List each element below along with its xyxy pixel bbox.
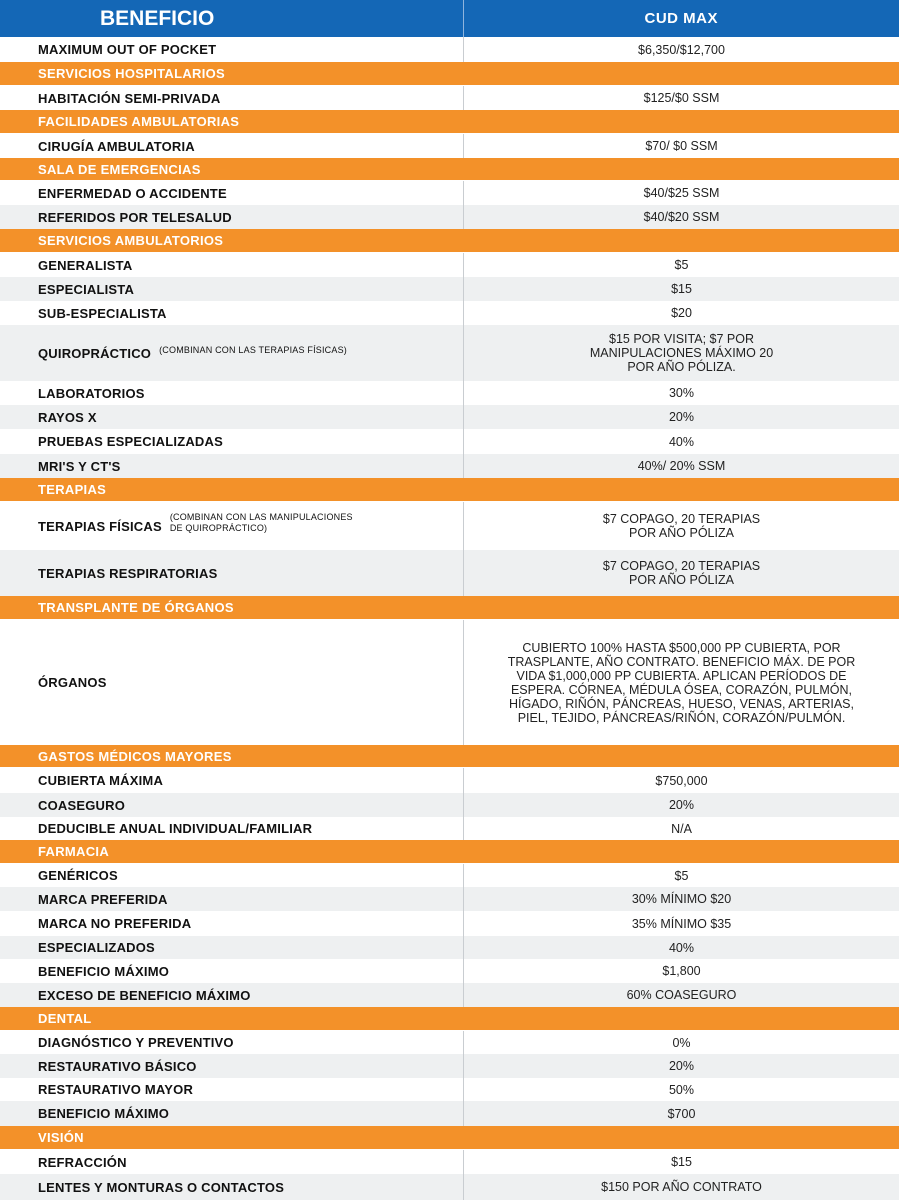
benefit-label <box>0 301 463 325</box>
benefit-label-text: COASEGURO <box>38 797 126 813</box>
benefit-label-text: TERAPIAS RESPIRATORIAS <box>38 565 218 581</box>
benefit-label-text: BENEFICIO MÁXIMO <box>38 963 170 979</box>
section-header: SERVICIOS HOSPITALARIOS <box>0 62 899 86</box>
table-row <box>0 620 899 745</box>
benefit-value: 40%/ 20% SSM <box>463 454 899 478</box>
benefit-note: (COMBINAN CON LAS MANIPULACIONES DE QUIROPRÁCTICO) <box>169 512 353 533</box>
benefit-label-text: DEDUCIBLE ANUAL INDIVIDUAL/FAMILIAR <box>38 821 313 836</box>
benefit-value: $750,000 <box>463 768 899 793</box>
benefit-value: 0% <box>463 1031 899 1054</box>
benefit-value: $20 <box>463 301 899 325</box>
benefit-label <box>0 1031 463 1054</box>
benefit-label <box>0 620 463 745</box>
benefit-label-text: MARCA PREFERIDA <box>38 891 168 907</box>
benefit-value: 30% <box>463 381 899 405</box>
table-row <box>0 911 899 936</box>
benefit-label <box>0 405 463 429</box>
benefit-label-text: BENEFICIO MÁXIMO <box>38 1106 170 1121</box>
benefit-value: $700 <box>463 1101 899 1126</box>
header-beneficio: BENEFICIO <box>100 6 215 30</box>
benefit-label <box>0 1054 463 1078</box>
benefit-label-text: GENERALISTA <box>38 257 133 273</box>
benefit-label <box>0 1078 463 1101</box>
table-row <box>0 864 899 887</box>
benefit-label-text: TERAPIAS FÍSICAS <box>38 518 162 534</box>
benefit-value: $70/ $0 SSM <box>463 134 899 158</box>
table-row <box>0 793 899 817</box>
table-header <box>0 0 899 37</box>
benefit-label-text: QUIROPRÁCTICO <box>38 345 152 361</box>
benefit-label <box>0 1174 463 1200</box>
section-header: GASTOS MÉDICOS MAYORES <box>0 745 899 768</box>
benefit-label-text: RESTAURATIVO MAYOR <box>38 1082 194 1097</box>
benefit-value: $6,350/$12,700 <box>463 37 899 62</box>
benefit-value: 35% MÍNIMO $35 <box>463 911 899 936</box>
benefit-value: $1,800 <box>463 959 899 983</box>
table-row <box>0 887 899 911</box>
benefit-value: $15 <box>463 277 899 301</box>
table-row <box>0 550 899 596</box>
benefit-label <box>0 550 463 596</box>
benefit-label <box>0 817 463 840</box>
benefit-label-text: HABITACIÓN SEMI-PRIVADA <box>38 90 221 106</box>
section-header: SERVICIOS AMBULATORIOS <box>0 229 899 253</box>
table-row <box>0 325 899 381</box>
section-header: DENTAL <box>0 1007 899 1031</box>
table-row <box>0 502 899 550</box>
benefit-label <box>0 86 463 110</box>
benefit-label <box>0 959 463 983</box>
benefit-value: 30% MÍNIMO $20 <box>463 887 899 911</box>
table-row <box>0 405 899 429</box>
benefit-label-text: REFRACCIÓN <box>38 1154 127 1170</box>
benefit-label <box>0 793 463 817</box>
table-row <box>0 429 899 454</box>
benefit-label <box>0 768 463 793</box>
section-header: SALA DE EMERGENCIAS <box>0 158 899 181</box>
benefit-label <box>0 134 463 158</box>
table-row <box>0 454 899 478</box>
benefit-label-text: DIAGNÓSTICO Y PREVENTIVO <box>38 1035 234 1050</box>
table-body <box>0 37 899 1200</box>
benefit-value: 60% COASEGURO <box>463 983 899 1007</box>
benefit-label <box>0 454 463 478</box>
benefit-value: $7 COPAGO, 20 TERAPIAS POR AÑO PÓLIZA <box>463 550 899 596</box>
benefit-label-text: MAXIMUM OUT OF POCKET <box>38 42 217 57</box>
table-row <box>0 205 899 229</box>
benefit-label-text: SUB-ESPECIALISTA <box>38 305 167 321</box>
section-header: FACILIDADES AMBULATORIAS <box>0 110 899 134</box>
table-row <box>0 381 899 405</box>
benefit-value: $150 POR AÑO CONTRATO <box>463 1174 899 1200</box>
benefit-label <box>0 325 463 381</box>
benefit-label <box>0 887 463 911</box>
benefit-label <box>0 205 463 229</box>
benefit-label-text: GENÉRICOS <box>38 868 118 883</box>
benefit-label-text: CIRUGÍA AMBULATORIA <box>38 138 195 154</box>
benefit-label-text: RAYOS X <box>38 409 97 425</box>
table-row <box>0 959 899 983</box>
table-row <box>0 1174 899 1200</box>
section-header: TERAPIAS <box>0 478 899 502</box>
benefit-value: $125/$0 SSM <box>463 86 899 110</box>
benefit-value: $15 POR VISITA; $7 POR MANIPULACIONES MÁXIMO 20 POR AÑO PÓLIZA. <box>463 325 899 381</box>
table-row <box>0 1150 899 1174</box>
section-header: FARMACIA <box>0 840 899 864</box>
benefit-label-text: REFERIDOS POR TELESALUD <box>38 209 232 225</box>
benefit-label-text: RESTAURATIVO BÁSICO <box>38 1058 197 1074</box>
benefit-label <box>0 181 463 205</box>
table-row <box>0 134 899 158</box>
benefit-label <box>0 1150 463 1174</box>
table-row <box>0 86 899 110</box>
benefit-value: $15 <box>463 1150 899 1174</box>
benefit-label <box>0 277 463 301</box>
header-plan: CUD MAX <box>463 0 899 37</box>
benefit-label-text: LABORATORIOS <box>38 385 145 401</box>
benefit-value: 40% <box>463 936 899 959</box>
benefit-label-text: MRI'S Y CT'S <box>38 458 121 474</box>
benefit-value: $5 <box>463 253 899 277</box>
benefit-label-text: PRUEBAS ESPECIALIZADAS <box>38 434 223 449</box>
table-row <box>0 1078 899 1101</box>
benefit-label <box>0 502 463 550</box>
benefit-label-text: MARCA NO PREFERIDA <box>38 916 192 931</box>
benefit-value: $7 COPAGO, 20 TERAPIAS POR AÑO PÓLIZA <box>463 502 899 550</box>
benefit-label <box>0 911 463 936</box>
benefit-value: CUBIERTO 100% HASTA $500,000 PP CUBIERTA, POR TRASPLANTE, AÑO CONTRATO. BENEFICIO MÁX. DE POR VIDA $1,000,000 PP CUBIERTA. APLICAN PERÍODOS DE ESPERA. CÓRNEA, MÉDULA ÓSEA, CORAZÓN, PULMÓN, HÍGADO, RIÑÓN, PÁNCREAS, HUESO, VENAS, ARTERIAS, PIEL, TEJIDO, PÁNCREAS/RIÑÓN, CORAZÓN/PULMÓN. <box>463 620 899 745</box>
benefit-value: N/A <box>463 817 899 840</box>
table-row <box>0 181 899 205</box>
benefit-label <box>0 983 463 1007</box>
benefit-value: $40/$20 SSM <box>463 205 899 229</box>
table-row <box>0 817 899 840</box>
section-header: TRANSPLANTE DE ÓRGANOS <box>0 596 899 620</box>
table-row <box>0 277 899 301</box>
benefit-label <box>0 864 463 887</box>
benefit-label-text: CUBIERTA MÁXIMA <box>38 773 164 788</box>
table-row <box>0 37 899 62</box>
table-row <box>0 1101 899 1126</box>
table-row <box>0 1031 899 1054</box>
benefit-note: (COMBINAN CON LAS TERAPIAS FÍSICAS) <box>159 344 347 355</box>
benefit-label-text: EXCESO DE BENEFICIO MÁXIMO <box>38 987 251 1003</box>
table-row <box>0 983 899 1007</box>
table-row <box>0 1054 899 1078</box>
table-row <box>0 768 899 793</box>
table-row <box>0 253 899 277</box>
benefit-label <box>0 429 463 454</box>
benefit-value: 50% <box>463 1078 899 1101</box>
table-row <box>0 301 899 325</box>
benefit-label-text: LENTES Y MONTURAS O CONTACTOS <box>38 1179 285 1195</box>
benefit-label <box>0 1101 463 1126</box>
benefit-label-text: ESPECIALISTA <box>38 281 135 297</box>
benefit-label <box>0 37 463 62</box>
benefit-value: 20% <box>463 1054 899 1078</box>
benefit-label <box>0 253 463 277</box>
benefit-value: 20% <box>463 405 899 429</box>
benefit-value: 40% <box>463 429 899 454</box>
benefit-label-text: ÓRGANOS <box>38 675 107 690</box>
table-row <box>0 936 899 959</box>
benefit-label <box>0 381 463 405</box>
benefit-value: $40/$25 SSM <box>463 181 899 205</box>
benefit-label-text: ENFERMEDAD O ACCIDENTE <box>38 185 227 201</box>
benefit-value: 20% <box>463 793 899 817</box>
benefit-label <box>0 936 463 959</box>
benefit-value: $5 <box>463 864 899 887</box>
section-header: VISIÓN <box>0 1126 899 1150</box>
benefit-label-text: ESPECIALIZADOS <box>38 940 155 955</box>
